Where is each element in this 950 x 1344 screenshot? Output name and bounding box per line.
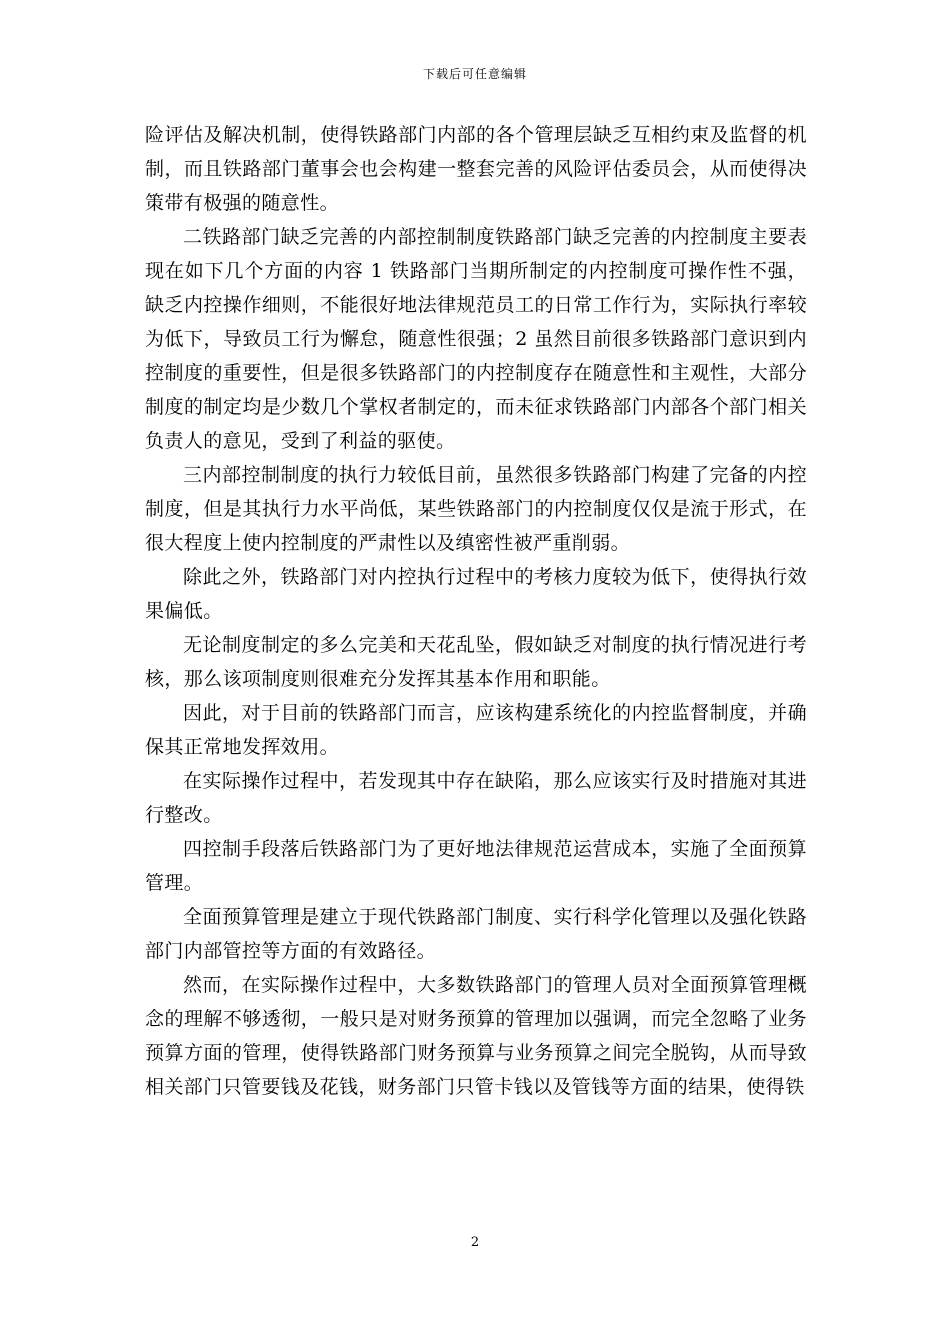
page-number: 2 <box>470 1235 480 1250</box>
paragraph-continuation: 险评估及解决机制，使得铁路部门内部的各个管理层缺乏互相约束及监督的机制，而且铁路部门董事会也会构建一整套完善的风险评估委员会，从而使得决策带有极强的随意性。 <box>145 124 807 214</box>
paragraph-execution-weak: 三内部控制制度的执行力较低目前，虽然很多铁路部门构建了完备的内控制度，但是其执行力水平尚低，某些铁路部门的内控制度仅仅是流于形式，在很大程度上使内控制度的严肃性以及缜密性被严重削弱。 <box>145 464 807 554</box>
paragraph-assessment: 除此之外，铁路部门对内控执行过程中的考核力度较为低下，使得执行效果偏低。 <box>145 566 807 622</box>
page-header: 下载后可任意编辑 <box>422 67 527 81</box>
paragraph-rectification: 在实际操作过程中，若发现其中存在缺陷，那么应该实行及时措施对其进行整改。 <box>145 770 807 826</box>
paragraph-system-perfection: 无论制度制定的多么完美和天花乱坠，假如缺乏对制度的执行情况进行考核，那么该项制度则很难充分发挥其基本作用和职能。 <box>145 634 807 690</box>
paragraph-internal-control-system: 二铁路部门缺乏完善的内部控制制度铁路部门缺乏完善的内控制度主要表现在如下几个方面的内容 1 铁路部门当期所制定的内控制度可操作性不强，缺乏内控操作细则，不能很好地法律规范员工的日常工作行为，实际执行率较为低下，导致员工行为懈怠，随意性很强；2 虽然目前很多铁路部门意识到内控制度的重要性，但是很多铁路部门的内控制度存在随意性和主观性，大部分制度的制定均是少数几个掌权者制定的，而未征求铁路部门内部各个部门相关负责人的意见，受到了利益的驱使。 <box>145 226 807 452</box>
paragraph-budget-management: 全面预算管理是建立于现代铁路部门制度、实行科学化管理以及强化铁路部门内部管控等方面的有效路径。 <box>145 906 807 962</box>
paragraph-control-means: 四控制手段落后铁路部门为了更好地法律规范运营成本，实施了全面预算管理。 <box>145 838 807 894</box>
paragraph-supervision: 因此，对于目前的铁路部门而言，应该构建系统化的内控监督制度，并确保其正常地发挥效用。 <box>145 702 807 758</box>
document-body <box>145 118 807 1104</box>
paragraph-budget-practice: 然而，在实际操作过程中，大多数铁路部门的管理人员对全面预算管理概念的理解不够透彻，一般只是对财务预算的管理加以强调，而完全忽略了业务预算方面的管理，使得铁路部门财务预算与业务预算之间完全脱钩，从而导致相关部门只管要钱及花钱，财务部门只管卡钱以及管钱等方面的结果，使得铁 <box>145 974 807 1098</box>
